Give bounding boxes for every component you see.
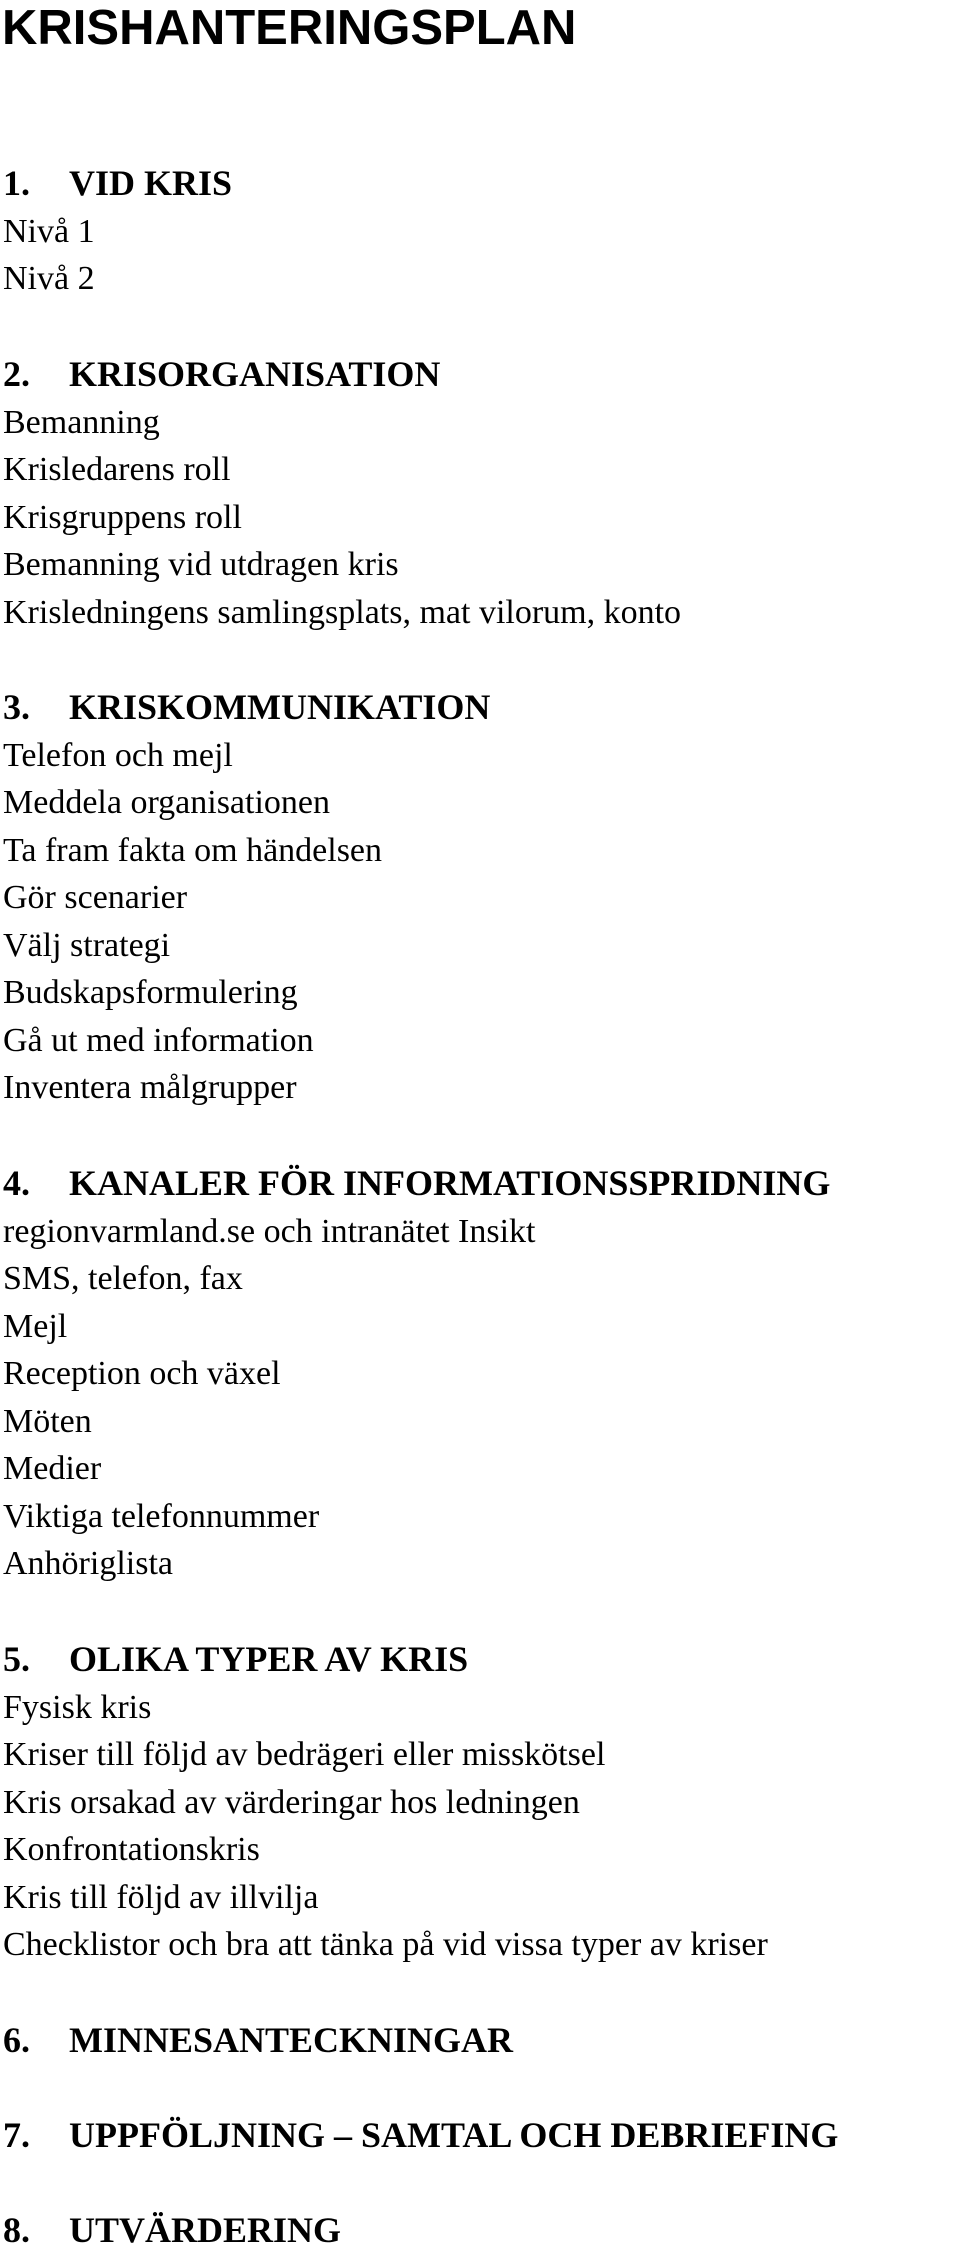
section-title: UPPFÖLJNING – SAMTAL OCH DEBRIEFING (69, 2115, 839, 2155)
list-item: Telefon och mejl (3, 736, 233, 774)
section-krisorganisation (3, 351, 681, 636)
list-item: Kriser till följd av bedrägeri eller misskötsel (3, 1736, 606, 1773)
list-item: Bemanning (3, 403, 160, 441)
section-heading (3, 2207, 341, 2255)
list-item: regionvarmland.se och intranätet Insikt (3, 1212, 536, 1250)
list-item: Kris orsakad av värderingar hos ledningen (3, 1783, 580, 1821)
section-heading (3, 1160, 830, 1208)
list-item: Viktiga telefonnummer (3, 1497, 320, 1535)
list-item: Inventera målgrupper (3, 1069, 297, 1106)
section-olika-typer-av-kris (3, 1636, 768, 1969)
section-title: UTVÄRDERING (69, 2210, 342, 2250)
section-number: 2. (3, 354, 30, 394)
section-uppfoljning (3, 2112, 838, 2160)
list-item: Checklistor och bra att tänka på vid vissa typer av kriser (3, 1926, 768, 1963)
section-vid-kris (3, 160, 232, 303)
list-item: Gå ut med information (3, 1021, 314, 1059)
section-title: KRISKOMMUNIKATION (69, 687, 491, 727)
list-item: Möten (3, 1402, 92, 1440)
list-item: Nivå 2 (3, 260, 95, 297)
list-item: Nivå 1 (3, 212, 95, 250)
list-item: Budskapsformulering (3, 974, 298, 1011)
list-item: Ta fram fakta om händelsen (3, 831, 383, 869)
section-number: 4. (3, 1163, 30, 1203)
list-item: Anhöriglista (3, 1545, 173, 1582)
section-title: OLIKA TYPER AV KRIS (69, 1639, 469, 1679)
list-item: Välj strategi (3, 926, 171, 964)
section-number: 3. (3, 687, 30, 727)
list-item: SMS, telefon, fax (3, 1260, 243, 1297)
list-item: Bemanning vid utdragen kris (3, 546, 399, 583)
section-heading (3, 351, 681, 399)
section-title: MINNESANTECKNINGAR (69, 2020, 514, 2060)
list-item: Gör scenarier (3, 879, 188, 916)
section-title: KANALER FÖR INFORMATIONSSPRIDNING (69, 1163, 831, 1203)
section-utvardering (3, 2207, 341, 2255)
section-heading (3, 2112, 838, 2160)
list-item: Meddela organisationen (3, 784, 331, 821)
list-item: Mejl (3, 1307, 68, 1345)
section-kanaler (3, 1160, 830, 1588)
list-item: Medier (3, 1450, 102, 1487)
list-item: Krisgruppens roll (3, 498, 242, 536)
section-minnesanteckningar (3, 2017, 513, 2065)
section-number: 5. (3, 1639, 30, 1679)
page-title: KRISHANTERINGSPLAN (2, 1, 577, 55)
section-heading (3, 2017, 513, 2065)
section-kriskommunikation (3, 684, 490, 1112)
section-heading (3, 160, 232, 208)
section-number: 8. (3, 2210, 30, 2250)
section-number: 7. (3, 2115, 30, 2155)
section-heading (3, 684, 490, 732)
section-number: 1. (3, 163, 30, 203)
list-item: Kris till följd av illvilja (3, 1878, 319, 1916)
section-title: KRISORGANISATION (69, 354, 441, 394)
list-item: Krisledarens roll (3, 451, 231, 488)
list-item: Reception och växel (3, 1355, 281, 1392)
section-heading (3, 1636, 768, 1684)
list-item: Krisledningens samlingsplats, mat vilorum, konto (3, 593, 682, 631)
section-title: VID KRIS (69, 163, 233, 203)
list-item: Konfrontationskris (3, 1831, 260, 1868)
section-number: 6. (3, 2020, 30, 2060)
list-item: Fysisk kris (3, 1688, 152, 1726)
